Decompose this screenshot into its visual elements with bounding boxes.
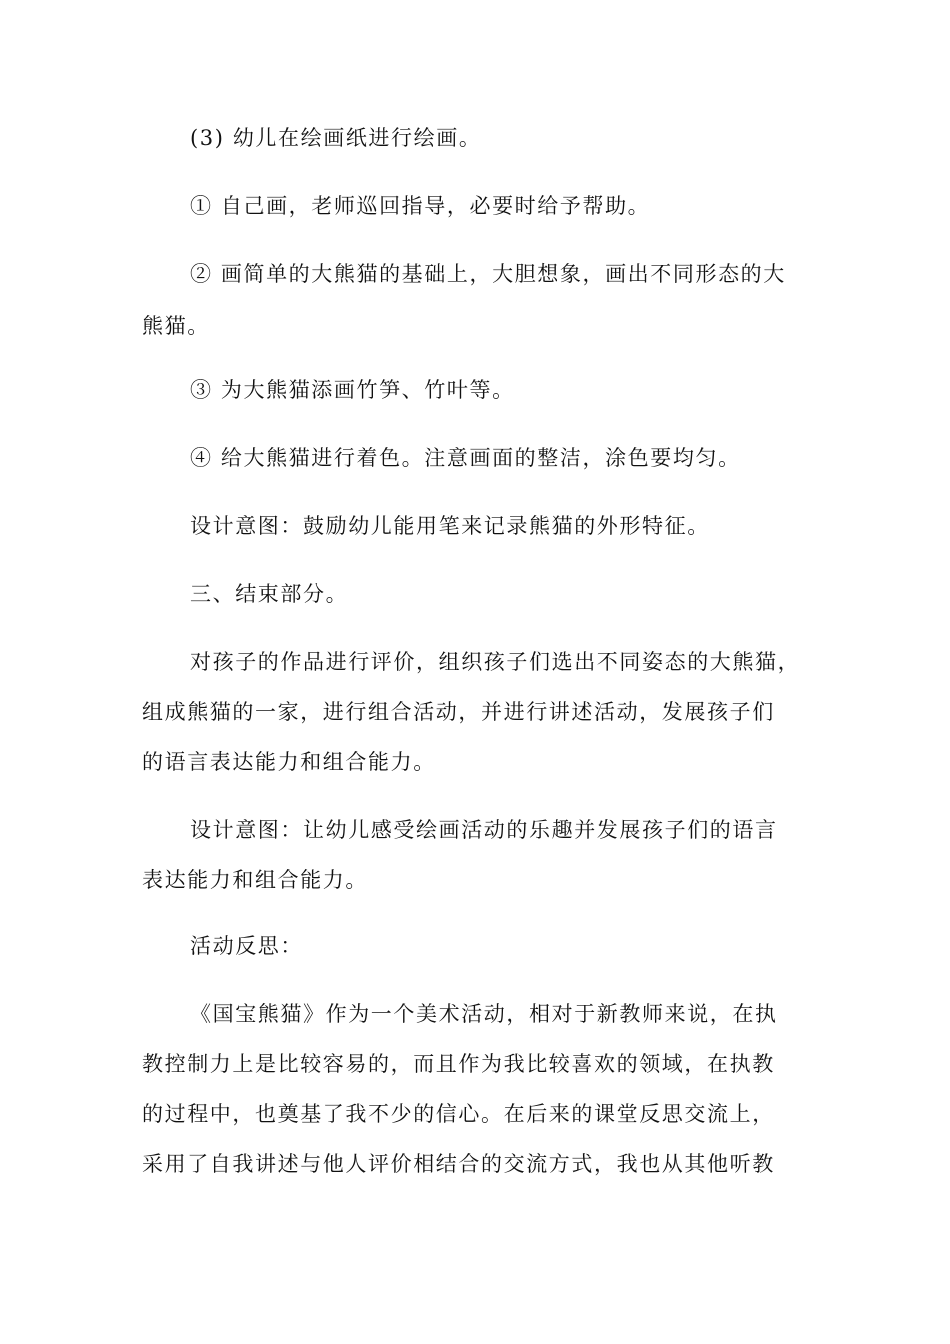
ending-paragraph-line: 的语言表达能力和组合能力。 bbox=[142, 750, 436, 774]
reflection-paragraph-line: 采用了自我讲述与他人评价相结合的交流方式，我也从其他听教 bbox=[142, 1152, 775, 1176]
ending-paragraph-line: 组成熊猫的一家，进行组合活动，并进行讲述活动，发展孩子们 bbox=[142, 700, 775, 724]
reflection-paragraph-line: 教控制力上是比较容易的，而且作为我比较喜欢的领域，在执教 bbox=[142, 1052, 775, 1076]
design-intent-2: 设计意图：让幼儿感受绘画活动的乐趣并发展孩子们的语言 bbox=[190, 818, 778, 842]
step-3-heading: (3) 幼儿在绘画纸进行绘画。 bbox=[190, 126, 482, 150]
reflection-paragraph-line: 《国宝熊猫》作为一个美术活动，相对于新教师来说，在执 bbox=[190, 1002, 778, 1026]
section-heading-ending: 三、结束部分。 bbox=[190, 582, 349, 606]
reflection-paragraph-line: 的过程中，也奠基了我不少的信心。在后来的课堂反思交流上， bbox=[142, 1102, 775, 1126]
step-item-2: ② 画简单的大熊猫的基础上，大胆想象，画出不同形态的大 bbox=[190, 262, 786, 286]
step-item-3: ③ 为大熊猫添画竹笋、竹叶等。 bbox=[190, 378, 515, 402]
step-item-2-continued: 熊猫。 bbox=[142, 314, 210, 338]
reflection-heading: 活动反思： bbox=[190, 934, 303, 958]
step-item-4: ④ 给大熊猫进行着色。注意画面的整洁，涂色要均匀。 bbox=[190, 446, 741, 470]
design-intent-1: 设计意图：鼓励幼儿能用笔来记录熊猫的外形特征。 bbox=[190, 514, 710, 538]
ending-paragraph-line: 对孩子的作品进行评价，组织孩子们选出不同姿态的大熊猫， bbox=[190, 650, 801, 674]
design-intent-2-continued: 表达能力和组合能力。 bbox=[142, 868, 368, 892]
step-item-1: ① 自己画，老师巡回指导，必要时给予帮助。 bbox=[190, 194, 651, 218]
